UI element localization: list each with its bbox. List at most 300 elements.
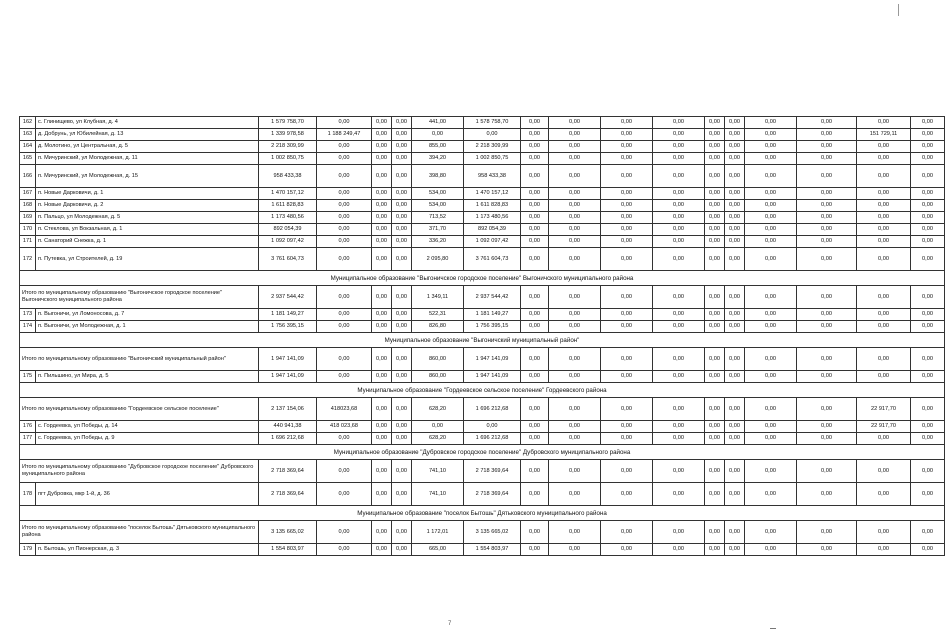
- amount-cell: 0,00: [372, 153, 392, 165]
- amount-cell: 0,00: [653, 129, 705, 141]
- amount-cell: 1 947 141,09: [464, 371, 521, 383]
- subtotal-label: Итого по муниципальному образованию "поселок Бытошь" Дятьковского муниципального района: [20, 521, 259, 544]
- amount-cell: 0,00: [705, 188, 725, 200]
- amount-cell: 0,00: [911, 165, 945, 188]
- table-row: [20, 421, 945, 433]
- amount-cell: 0,00: [857, 371, 911, 383]
- amount-cell: 0,00: [549, 200, 601, 212]
- subtotal-row: [20, 286, 945, 309]
- amount-cell: 0,00: [705, 224, 725, 236]
- amount-cell: 0,00: [601, 309, 653, 321]
- amount-cell: 0,00: [911, 371, 945, 383]
- amount-cell: 0,00: [372, 398, 392, 421]
- amount-cell: 0,00: [797, 398, 857, 421]
- amount-cell: 0,00: [601, 188, 653, 200]
- amount-cell: 0,00: [725, 188, 745, 200]
- amount-cell: 1 696 212,68: [259, 433, 317, 445]
- amount-cell: 0,00: [392, 398, 412, 421]
- amount-cell: 0,00: [725, 248, 745, 271]
- section-title: Муниципальное образование "поселок Бытошь" Дятьковского муниципального района: [20, 506, 945, 521]
- row-number: 169: [20, 212, 36, 224]
- amount-cell: 0,00: [392, 433, 412, 445]
- amount-cell: 0,00: [653, 460, 705, 483]
- section-title: Муниципальное образование "Гордеевское сельское поселение" Гордеевского района: [20, 383, 945, 398]
- amount-cell: 0,00: [372, 200, 392, 212]
- amount-cell: 0,00: [521, 188, 549, 200]
- amount-cell: 0,00: [601, 153, 653, 165]
- address-cell: п. Выгоничи, ул Молодежная, д. 1: [36, 321, 259, 333]
- amount-cell: 0,00: [745, 129, 797, 141]
- amount-cell: 1 092 097,42: [464, 236, 521, 248]
- amount-cell: 0,00: [857, 117, 911, 129]
- amount-cell: 0,00: [857, 224, 911, 236]
- amount-cell: 0,00: [521, 309, 549, 321]
- amount-cell: 0,00: [653, 309, 705, 321]
- amount-cell: 0,00: [412, 129, 464, 141]
- section-title: Муниципальное образование "Выгоничский муниципальный район": [20, 333, 945, 348]
- amount-cell: 0,00: [857, 236, 911, 248]
- amount-cell: 1 611 828,83: [259, 200, 317, 212]
- amount-cell: 0,00: [601, 212, 653, 224]
- amount-cell: 0,00: [725, 165, 745, 188]
- amount-cell: 0,00: [857, 165, 911, 188]
- amount-cell: 0,00: [911, 398, 945, 421]
- amount-cell: 1 173 480,56: [464, 212, 521, 224]
- address-cell: п. Путевка, ул Строителей, д. 19: [36, 248, 259, 271]
- amount-cell: 0,00: [521, 544, 549, 556]
- amount-cell: 0,00: [911, 153, 945, 165]
- amount-cell: 22 917,70: [857, 421, 911, 433]
- row-number: 170: [20, 224, 36, 236]
- address-cell: п. Бытошь, ул Пионерская, д. 3: [36, 544, 259, 556]
- amount-cell: 0,00: [317, 200, 372, 212]
- amount-cell: 0,00: [745, 224, 797, 236]
- amount-cell: 0,00: [392, 141, 412, 153]
- amount-cell: 0,00: [653, 421, 705, 433]
- amount-cell: 2 218 309,99: [259, 141, 317, 153]
- table-row: [20, 483, 945, 506]
- amount-cell: 3 761 604,73: [464, 248, 521, 271]
- amount-cell: 0,00: [725, 309, 745, 321]
- amount-cell: 0,00: [745, 141, 797, 153]
- amount-cell: 0,00: [745, 188, 797, 200]
- amount-cell: 0,00: [911, 321, 945, 333]
- amount-cell: 1 002 850,75: [464, 153, 521, 165]
- amount-cell: 1 173 480,56: [259, 212, 317, 224]
- amount-cell: 0,00: [911, 248, 945, 271]
- amount-cell: 0,00: [317, 236, 372, 248]
- amount-cell: 0,00: [797, 212, 857, 224]
- table-row: [20, 371, 945, 383]
- amount-cell: 0,00: [372, 348, 392, 371]
- amount-cell: 0,00: [549, 371, 601, 383]
- amount-cell: 0,00: [653, 188, 705, 200]
- amount-cell: 0,00: [797, 129, 857, 141]
- amount-cell: 0,00: [797, 286, 857, 309]
- amount-cell: 0,00: [911, 212, 945, 224]
- amount-cell: 0,00: [521, 460, 549, 483]
- amount-cell: 0,00: [797, 200, 857, 212]
- amount-cell: 0,00: [521, 398, 549, 421]
- amount-cell: 0,00: [911, 224, 945, 236]
- subtotal-label: Итого по муниципальному образованию "Гордеевское сельское поселение": [20, 398, 259, 421]
- amount-cell: 0,00: [549, 483, 601, 506]
- address-cell: д. Добрунь, ул Юбилейная, д. 13: [36, 129, 259, 141]
- amount-cell: 958 433,38: [464, 165, 521, 188]
- amount-cell: 0,00: [549, 141, 601, 153]
- amount-cell: 0,00: [705, 544, 725, 556]
- amount-cell: 0,00: [653, 348, 705, 371]
- address-cell: п. Выгоничи, ул Ломоносова, д. 7: [36, 309, 259, 321]
- amount-cell: 0,00: [601, 398, 653, 421]
- amount-cell: 0,00: [549, 286, 601, 309]
- amount-cell: 398,80: [412, 165, 464, 188]
- section-header-row: [20, 445, 945, 460]
- amount-cell: 0,00: [705, 348, 725, 371]
- amount-cell: 0,00: [745, 248, 797, 271]
- amount-cell: 151 729,11: [857, 129, 911, 141]
- table-row: [20, 165, 945, 188]
- amount-cell: 0,00: [797, 348, 857, 371]
- amount-cell: 0,00: [521, 200, 549, 212]
- amount-cell: 0,00: [372, 371, 392, 383]
- amount-cell: 1 947 141,09: [259, 371, 317, 383]
- amount-cell: 0,00: [521, 483, 549, 506]
- amount-cell: 0,00: [725, 421, 745, 433]
- amount-cell: 0,00: [372, 117, 392, 129]
- amount-cell: 0,00: [392, 117, 412, 129]
- amount-cell: 0,00: [521, 421, 549, 433]
- amount-cell: 0,00: [549, 224, 601, 236]
- row-number: 178: [20, 483, 36, 506]
- amount-cell: 0,00: [725, 141, 745, 153]
- row-number: 177: [20, 433, 36, 445]
- amount-cell: 0,00: [745, 309, 797, 321]
- amount-cell: 0,00: [797, 165, 857, 188]
- section-header-row: [20, 333, 945, 348]
- amount-cell: 0,00: [705, 236, 725, 248]
- amount-cell: 0,00: [601, 421, 653, 433]
- amount-cell: 0,00: [653, 433, 705, 445]
- table-body: [20, 117, 945, 556]
- amount-cell: 0,00: [653, 117, 705, 129]
- amount-cell: 0,00: [857, 521, 911, 544]
- amount-cell: 0,00: [911, 460, 945, 483]
- scan-edge-mark: [898, 4, 899, 16]
- amount-cell: 1 611 828,83: [464, 200, 521, 212]
- amount-cell: 0,00: [725, 224, 745, 236]
- amount-cell: 0,00: [521, 224, 549, 236]
- amount-cell: 0,00: [317, 348, 372, 371]
- amount-cell: 0,00: [392, 153, 412, 165]
- amount-cell: 0,00: [392, 321, 412, 333]
- amount-cell: 0,00: [705, 483, 725, 506]
- amount-cell: 0,00: [745, 460, 797, 483]
- amount-cell: 2 718 369,64: [259, 460, 317, 483]
- row-number: 165: [20, 153, 36, 165]
- table-row: [20, 153, 945, 165]
- amount-cell: 0,00: [317, 321, 372, 333]
- amount-cell: 0,00: [705, 286, 725, 309]
- amount-cell: 440 941,38: [259, 421, 317, 433]
- amount-cell: 0,00: [601, 521, 653, 544]
- amount-cell: 0,00: [911, 309, 945, 321]
- amount-cell: 0,00: [653, 153, 705, 165]
- amount-cell: 0,00: [392, 224, 412, 236]
- amount-cell: 0,00: [392, 371, 412, 383]
- amount-cell: 0,00: [549, 117, 601, 129]
- amount-cell: 0,00: [857, 153, 911, 165]
- amount-cell: 0,00: [521, 236, 549, 248]
- amount-cell: 0,00: [725, 153, 745, 165]
- amount-cell: 0,00: [797, 321, 857, 333]
- amount-cell: 0,00: [521, 248, 549, 271]
- amount-cell: 0,00: [372, 141, 392, 153]
- amount-cell: 0,00: [745, 521, 797, 544]
- section-title: Муниципальное образование "Дубровское городское поселение" Дубровского муниципального района: [20, 445, 945, 460]
- address-cell: п. Пальцо, ул Молодежная, д. 5: [36, 212, 259, 224]
- amount-cell: 0,00: [745, 200, 797, 212]
- subtotal-row: [20, 398, 945, 421]
- table-row: [20, 309, 945, 321]
- amount-cell: 3 135 665,02: [464, 521, 521, 544]
- amount-cell: 0,00: [372, 421, 392, 433]
- amount-cell: 0,00: [653, 286, 705, 309]
- amount-cell: 0,00: [797, 433, 857, 445]
- amount-cell: 0,00: [653, 248, 705, 271]
- amount-cell: 0,00: [911, 421, 945, 433]
- amount-cell: 0,00: [857, 433, 911, 445]
- amount-cell: 0,00: [521, 371, 549, 383]
- amount-cell: 860,00: [412, 371, 464, 383]
- amount-cell: 0,00: [653, 371, 705, 383]
- amount-cell: 0,00: [521, 321, 549, 333]
- amount-cell: 0,00: [372, 224, 392, 236]
- amount-cell: 0,00: [705, 398, 725, 421]
- amount-cell: 0,00: [317, 544, 372, 556]
- amount-cell: 0,00: [317, 224, 372, 236]
- amount-cell: 1 579 758,70: [259, 117, 317, 129]
- amount-cell: 0,00: [705, 521, 725, 544]
- subtotal-label: Итого по муниципальному образованию "Дубровское городское поселение" Дубровского муниципального района: [20, 460, 259, 483]
- amount-cell: 0,00: [317, 165, 372, 188]
- amount-cell: 0,00: [317, 521, 372, 544]
- amount-cell: 0,00: [911, 129, 945, 141]
- row-number: 176: [20, 421, 36, 433]
- amount-cell: 0,00: [549, 129, 601, 141]
- amount-cell: 0,00: [797, 460, 857, 483]
- amount-cell: 0,00: [911, 483, 945, 506]
- subtotal-row: [20, 460, 945, 483]
- amount-cell: 522,31: [412, 309, 464, 321]
- amount-cell: 0,00: [392, 544, 412, 556]
- amount-cell: 371,70: [412, 224, 464, 236]
- amount-cell: 958 433,38: [259, 165, 317, 188]
- amount-cell: 0,00: [521, 212, 549, 224]
- amount-cell: 0,00: [725, 433, 745, 445]
- amount-cell: 0,00: [857, 483, 911, 506]
- amount-cell: 0,00: [705, 165, 725, 188]
- amount-cell: 0,00: [725, 398, 745, 421]
- amount-cell: 0,00: [601, 433, 653, 445]
- row-number: 171: [20, 236, 36, 248]
- amount-cell: 0,00: [549, 544, 601, 556]
- amount-cell: 0,00: [521, 286, 549, 309]
- address-cell: п. Мичуринский, ул Молодежная, д. 11: [36, 153, 259, 165]
- amount-cell: 628,20: [412, 398, 464, 421]
- amount-cell: 0,00: [745, 236, 797, 248]
- amount-cell: 0,00: [911, 348, 945, 371]
- table-row: [20, 117, 945, 129]
- amount-cell: 0,00: [797, 236, 857, 248]
- amount-cell: 0,00: [521, 117, 549, 129]
- amount-cell: 0,00: [745, 286, 797, 309]
- amount-cell: 0,00: [549, 421, 601, 433]
- amount-cell: 0,00: [392, 200, 412, 212]
- amount-cell: 892 054,39: [464, 224, 521, 236]
- amount-cell: 0,00: [317, 433, 372, 445]
- amount-cell: 0,00: [372, 165, 392, 188]
- amount-cell: 0,00: [745, 117, 797, 129]
- amount-cell: 441,00: [412, 117, 464, 129]
- amount-cell: 0,00: [521, 153, 549, 165]
- amount-cell: 0,00: [317, 153, 372, 165]
- amount-cell: 0,00: [705, 153, 725, 165]
- amount-cell: 0,00: [653, 398, 705, 421]
- amount-cell: 0,00: [653, 200, 705, 212]
- amount-cell: 3 761 604,73: [259, 248, 317, 271]
- row-number: 172: [20, 248, 36, 271]
- amount-cell: 0,00: [745, 544, 797, 556]
- amount-cell: 1 181 149,27: [464, 309, 521, 321]
- amount-cell: 892 054,39: [259, 224, 317, 236]
- amount-cell: 0,00: [549, 348, 601, 371]
- table-row: [20, 141, 945, 153]
- amount-cell: 0,00: [317, 483, 372, 506]
- amount-cell: 0,00: [857, 141, 911, 153]
- address-cell: с. Гордеевка, ул Победы, д. 9: [36, 433, 259, 445]
- amount-cell: 0,00: [372, 460, 392, 483]
- amount-cell: 534,00: [412, 200, 464, 212]
- amount-cell: 0,00: [797, 141, 857, 153]
- amount-cell: 0,00: [392, 212, 412, 224]
- amount-cell: 0,00: [601, 141, 653, 153]
- amount-cell: 0,00: [549, 433, 601, 445]
- amount-cell: 0,00: [549, 212, 601, 224]
- amount-cell: 0,00: [601, 544, 653, 556]
- amount-cell: 0,00: [857, 188, 911, 200]
- amount-cell: 1 470 157,12: [464, 188, 521, 200]
- subtotal-row: [20, 348, 945, 371]
- amount-cell: 0,00: [392, 188, 412, 200]
- amount-cell: 0,00: [317, 188, 372, 200]
- amount-cell: 0,00: [797, 421, 857, 433]
- amount-cell: 628,20: [412, 433, 464, 445]
- subtotal-label: Итого по муниципальному образованию "Выгоничский муниципальный район": [20, 348, 259, 371]
- amount-cell: 0,00: [911, 433, 945, 445]
- amount-cell: 1 578 758,70: [464, 117, 521, 129]
- amount-cell: 0,00: [317, 248, 372, 271]
- amount-cell: 0,00: [705, 460, 725, 483]
- amount-cell: 0,00: [745, 348, 797, 371]
- row-number: 175: [20, 371, 36, 383]
- amount-cell: 0,00: [745, 398, 797, 421]
- amount-cell: 860,00: [412, 348, 464, 371]
- amount-cell: 1 947 141,09: [259, 348, 317, 371]
- amount-cell: 0,00: [372, 188, 392, 200]
- table-row: [20, 433, 945, 445]
- amount-cell: 1 947 141,09: [464, 348, 521, 371]
- amount-cell: 0,00: [705, 421, 725, 433]
- amount-cell: 0,00: [549, 521, 601, 544]
- amount-cell: 0,00: [911, 286, 945, 309]
- amount-cell: 0,00: [392, 286, 412, 309]
- amount-cell: 1 092 097,42: [259, 236, 317, 248]
- amount-cell: 1 696 212,68: [464, 398, 521, 421]
- amount-cell: 1 188 249,47: [317, 129, 372, 141]
- amount-cell: 0,00: [745, 421, 797, 433]
- amount-cell: 2 937 544,42: [259, 286, 317, 309]
- amount-cell: 0,00: [745, 321, 797, 333]
- amount-cell: 0,00: [521, 521, 549, 544]
- amount-cell: 0,00: [797, 188, 857, 200]
- amount-cell: 0,00: [521, 129, 549, 141]
- amount-cell: 1 339 978,58: [259, 129, 317, 141]
- amount-cell: 0,00: [705, 309, 725, 321]
- amount-cell: 0,00: [797, 371, 857, 383]
- amount-cell: 1 002 850,75: [259, 153, 317, 165]
- amount-cell: 0,00: [857, 309, 911, 321]
- amount-cell: 0,00: [549, 398, 601, 421]
- amount-cell: 0,00: [392, 483, 412, 506]
- amount-cell: 3 135 665,02: [259, 521, 317, 544]
- amount-cell: 0,00: [372, 483, 392, 506]
- table-row: [20, 248, 945, 271]
- amount-cell: 0,00: [725, 117, 745, 129]
- amount-cell: 713,52: [412, 212, 464, 224]
- amount-cell: 0,00: [745, 153, 797, 165]
- amount-cell: 0,00: [745, 371, 797, 383]
- amount-cell: 0,00: [857, 321, 911, 333]
- amount-cell: 0,00: [549, 309, 601, 321]
- table-row: [20, 321, 945, 333]
- amount-cell: 0,00: [653, 483, 705, 506]
- amount-cell: 0,00: [372, 248, 392, 271]
- amount-cell: 0,00: [705, 200, 725, 212]
- amount-cell: 0,00: [372, 309, 392, 321]
- address-cell: п. Новые Дарковичи, д. 1: [36, 188, 259, 200]
- table-row: [20, 544, 945, 556]
- housing-register-table: [19, 116, 945, 556]
- amount-cell: 741,10: [412, 460, 464, 483]
- amount-cell: 0,00: [549, 153, 601, 165]
- amount-cell: 0,00: [745, 165, 797, 188]
- amount-cell: 2 718 369,64: [464, 460, 521, 483]
- amount-cell: 0,00: [392, 236, 412, 248]
- amount-cell: 336,20: [412, 236, 464, 248]
- amount-cell: 0,00: [317, 286, 372, 309]
- amount-cell: 0,00: [549, 321, 601, 333]
- table-row: [20, 236, 945, 248]
- table-row: [20, 129, 945, 141]
- amount-cell: 741,10: [412, 483, 464, 506]
- row-number: 162: [20, 117, 36, 129]
- amount-cell: 0,00: [521, 165, 549, 188]
- amount-cell: 0,00: [857, 460, 911, 483]
- amount-cell: 534,00: [412, 188, 464, 200]
- subtotal-label: Итого по муниципальному образованию "Выгоничское городское поселение" Выгоничского муниципального района: [20, 286, 259, 309]
- amount-cell: 826,80: [412, 321, 464, 333]
